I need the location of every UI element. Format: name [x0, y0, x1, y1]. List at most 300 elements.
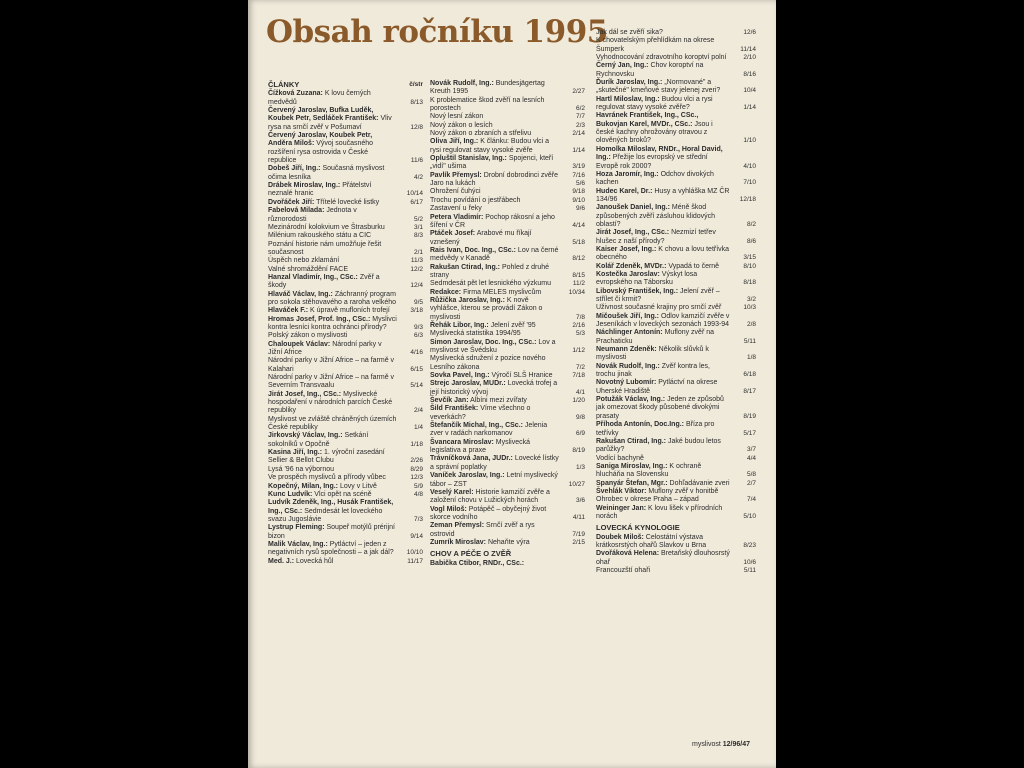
entry-author: Ludvík Zdeněk, Ing., Husák František, Ing., CSc.:	[268, 499, 394, 515]
entry-title: Výskyt losa evropského na Táborsku	[596, 270, 698, 287]
entry-title: Vyhodnocování zdravotního koroptví polní	[596, 54, 727, 62]
entry-title: Přežije los evropský ve střední Evropě rok 2000?	[596, 154, 708, 170]
entry-author: Petera Vladimír:	[430, 213, 484, 221]
toc-entry	[268, 132, 423, 165]
toc-entry	[430, 188, 585, 196]
entry-title: Lovecká hůl	[296, 557, 334, 565]
entry-title: Husy a vyhláška MZ ČR 134/96	[596, 187, 730, 203]
entry-author: Červený Jaroslav, Bufka Luděk, Koubek Petr, Sedláček František:	[268, 107, 379, 123]
entry-page: 7/8	[575, 313, 585, 321]
entry-title: Firma MELES myslivcům	[463, 288, 542, 296]
entry-page: 9/14	[410, 532, 423, 540]
entry-title: Trochu povídání o jestřábech	[430, 196, 521, 204]
entry-author: Potužák Václav, Ing.:	[596, 396, 666, 404]
entry-page: 6/15	[410, 365, 423, 373]
entry-title: Nový zákon o lesích	[430, 121, 493, 129]
toc-entry	[268, 266, 423, 274]
entry-page: 11/14	[740, 45, 756, 53]
entry-page: 8/6	[746, 237, 756, 245]
entry-title: Spojenci, kteří „vidí" ušima	[430, 155, 554, 171]
toc-entry	[430, 230, 585, 247]
entry-page: 6/2	[575, 105, 585, 113]
entry-author: Hanzal Vladimír, Ing., CSc.:	[268, 273, 358, 281]
toc-entry	[430, 330, 585, 338]
entry-title: Celostátní výstava krátkosrstých ohařů Slavkov u Brna	[596, 533, 707, 549]
entry-title: Lovecké lístky a správní poplatky	[430, 455, 559, 471]
entry-title: Víme všechno o veverkách?	[430, 405, 531, 421]
entry-title: „Normované" a „skutečné" kmeňové stavy jelenej zveri?	[596, 79, 721, 95]
entry-page: 8/2	[746, 220, 756, 228]
entry-title: Muflony zvěř na Prachaticku	[596, 329, 715, 345]
toc-entry	[596, 379, 756, 396]
entry-page: 9/5	[413, 298, 423, 306]
entry-author: Příhoda Antonín, Doc.Ing.:	[596, 421, 685, 429]
entry-page: 2/1	[413, 248, 423, 256]
issue-number: 12/96/47	[722, 741, 750, 748]
entry-title: K lovu lišek v přírodních norách	[596, 504, 723, 520]
toc-entry	[596, 329, 756, 346]
toc-entry	[430, 522, 585, 539]
entry-page: 6/3	[413, 332, 423, 340]
entry-author: Spanyár Štefan, Mgr.:	[596, 479, 668, 487]
entry-title: Méně škod způsobených zvěří zásluhou klidových oblastí?	[596, 204, 716, 228]
toc-entry	[268, 199, 423, 207]
entry-page: 9/8	[575, 413, 585, 421]
toc-entry	[596, 396, 756, 421]
entry-author: Malik Václav, Ing.:	[268, 540, 328, 548]
entry-title: K nově vyhlášce, kterou se provádí Zákon o myslivosti	[430, 296, 543, 321]
entry-author: Dvořáková Helena:	[596, 550, 660, 558]
entry-title: Výročí SLŠ Hranice	[491, 372, 553, 380]
toc-entry	[268, 274, 423, 291]
toc-entry	[268, 107, 423, 132]
page-title: Obsah ročníku 1995	[266, 14, 608, 50]
entry-page: 7/18	[572, 372, 585, 380]
entry-author: Kolář Zdeněk, MVDr.:	[596, 262, 667, 270]
entry-title: Myslivecká statistika 1994/95	[430, 330, 521, 338]
entry-title: Poznání historie nám umožňuje řešit současnost	[268, 240, 382, 256]
toc-entry	[268, 466, 423, 474]
entry-author: Weininger Jan:	[596, 504, 647, 512]
toc-entry	[268, 341, 423, 358]
toc-entry	[596, 346, 756, 363]
toc-entry	[268, 391, 423, 416]
entries-list	[596, 29, 756, 521]
entry-page: 12/3	[410, 474, 423, 482]
entry-page: 3/1	[413, 223, 423, 231]
entry-title: K chovu a lovu tetřívka obecného	[596, 245, 730, 262]
entry-page: 9/18	[572, 188, 585, 196]
toc-entry	[596, 534, 756, 551]
entry-author: Hromas Josef, Prof. Ing., CSc.:	[268, 315, 371, 323]
entry-title: Jeden ze způsobů jak omezovat škody působené divokými prasaty	[596, 396, 724, 420]
entry-title: Pytláctví – jeden z negativních rysů společnosti – a jak dál?	[268, 540, 394, 557]
entry-page: 4/2	[413, 173, 423, 181]
toc-entry	[430, 506, 585, 523]
toc-entry	[596, 112, 756, 145]
toc-entry	[430, 539, 585, 547]
entry-title: Nehaňte výra	[487, 538, 530, 546]
entry-title: Vlci opět na scéně	[314, 490, 372, 498]
entry-page: 5/18	[572, 238, 585, 246]
toc-entry	[268, 474, 423, 482]
toc-entry	[430, 130, 585, 138]
toc-entry	[430, 405, 585, 422]
entry-author: Trávníčková Jana, JUDr.:	[430, 455, 513, 463]
entry-title: Myslivecké hospodaření v národních parcích České republiky	[268, 390, 393, 415]
entry-author: Náchlinger Antonín:	[596, 329, 663, 337]
entry-page: 1/18	[410, 440, 423, 448]
toc-entry	[596, 79, 756, 96]
entry-title: K úpravě mufloních trofejí	[310, 307, 390, 315]
entry-title: K lovu černých medvědů	[268, 90, 371, 106]
toc-entry	[596, 204, 756, 229]
entry-title: Vypadá to černě	[668, 262, 720, 270]
toc-entry	[268, 207, 423, 224]
entry-page: 11/17	[407, 557, 423, 565]
toc-entry	[430, 280, 585, 288]
entry-author: Veselý Karel:	[430, 488, 474, 496]
entry-title: Národní parky v Jižní Africe	[268, 340, 382, 356]
entry-author: Růžička Jaroslav, Ing.:	[430, 296, 505, 304]
entry-author: Červený Jaroslav, Koubek Petr, Anděra Miloš:	[268, 132, 373, 148]
entry-title: Pohled z druhé strany	[430, 263, 550, 279]
toc-entry	[268, 432, 423, 449]
toc-entry	[430, 422, 585, 439]
toc-entry	[268, 90, 423, 107]
entry-page: 5/10	[743, 512, 756, 520]
magazine-name: myslivost	[692, 741, 721, 748]
entry-page: 1/10	[743, 137, 756, 145]
entry-title: Milénium rakouského státu a CIC	[268, 232, 372, 240]
column-2	[430, 80, 585, 568]
entry-page: 8/10	[743, 262, 756, 270]
entry-title: Sedmdesát pět let lesnického výzkumu	[430, 280, 552, 288]
toc-entry	[430, 80, 585, 97]
toc-entry	[268, 416, 423, 433]
entry-title: Bundesjägertag Kreuth 1995	[430, 80, 545, 96]
entry-author: Jirát Josef, Ing., CSc.:	[268, 390, 342, 398]
entry-author: Ševčík Jan:	[430, 397, 469, 405]
entry-title: Potápěč – obyčejný život skorce vodního	[430, 505, 547, 521]
entry-page: 8/13	[410, 98, 423, 106]
entry-title: Jaro na lukách	[430, 180, 476, 188]
entry-title: Bretaňský dlouhosrstý ohař	[596, 550, 730, 566]
magazine-page	[248, 0, 776, 768]
entry-author: Pavlík Přemysl:	[430, 171, 482, 179]
entry-page: 2/10	[743, 54, 756, 62]
entry-page: 2/15	[572, 538, 585, 546]
entry-page: 1/20	[572, 397, 585, 405]
entry-title: Uživnost současné krajiny pro srnčí zvěř	[596, 304, 722, 312]
entry-author: Dvořáček Jiří:	[268, 198, 315, 206]
entry-title: Jednota v různorodosti	[268, 207, 357, 223]
entry-title: Nový lesní zákon	[430, 113, 484, 121]
toc-entry	[268, 316, 423, 333]
entry-title: Jelení zvěř – střílet či krmit?	[596, 287, 720, 303]
toc-entry	[596, 288, 756, 305]
entry-page: 7/2	[575, 363, 585, 371]
entry-title: Francouzští ohaři	[596, 567, 651, 574]
entry-title: Sedmdesát let loveckého svazu Jugoslávie	[268, 507, 383, 523]
entry-title: Národní parky v Jižní Africe – na farmě v Kalahari	[268, 357, 395, 373]
entry-page: 2/26	[410, 457, 423, 465]
entry-title: Jak dál se zvěří sika?	[596, 29, 663, 36]
entry-author: Oliva Jiří, Ing.:	[430, 138, 479, 146]
column-1	[268, 78, 423, 566]
entry-page: 10/4	[743, 87, 756, 95]
entry-title: Odchov divokých kachen	[596, 170, 714, 187]
toc-entry	[268, 232, 423, 240]
entry-page: 9/10	[572, 196, 585, 204]
entry-author: Libovský František, Ing.:	[596, 287, 679, 295]
toc-entry	[596, 480, 756, 488]
entry-page: 2/7	[746, 479, 756, 487]
page-column-header: č/str	[409, 81, 423, 88]
entry-title: Historie kamzičí zvěře a založení chovu v Lužických horách	[430, 488, 550, 505]
entry-page: 11/2	[572, 280, 585, 288]
entry-author: Dobeš Jiří, Ing.:	[268, 165, 321, 173]
entry-page: 8/19	[743, 412, 756, 420]
section-heading-kynologie: LOVECKÁ KYNOLOGIE	[596, 523, 680, 533]
entry-author: Hartl Miloslav, Ing.:	[596, 95, 660, 103]
entry-title: Dohľadávanie zveri	[669, 479, 730, 487]
entry-page: 2/16	[572, 321, 585, 329]
entry-author: Simon Jaroslav, Doc. Ing., CSc.:	[430, 338, 537, 346]
toc-entry	[268, 374, 423, 391]
entry-title: Soupeř motýlů prérijní bizon	[268, 524, 395, 540]
entry-author: Lystrup Fleming:	[268, 524, 325, 532]
entry-title: Zvěř a škody	[268, 273, 380, 290]
entry-title: K problematice škod zvěří na lesních porostech	[430, 96, 545, 113]
toc-entry	[430, 155, 585, 172]
section-heading-chov: CHOV A PÉČE O ZVĚŘ	[430, 549, 512, 559]
entry-author: Novotný Lubomír:	[596, 379, 657, 387]
entry-page: 8/18	[743, 279, 756, 287]
entry-title: Mezinárodní kolokvium ve Štrasburku	[268, 223, 385, 231]
entry-author: Hudec Karel, Dr.:	[596, 187, 653, 195]
toc-entry	[596, 438, 756, 455]
entry-page: 1/4	[413, 424, 423, 432]
toc-entry	[430, 289, 585, 297]
entry-author: Kasina Jiří, Ing.:	[268, 449, 323, 457]
entry-author: Švehlák Viktor:	[596, 487, 647, 495]
entry-author: Kopečný, Milan, Ing.:	[268, 482, 339, 490]
toc-entry	[596, 455, 756, 463]
entry-title: Myslivci kontra lesníci kontra ochránci přírody?	[268, 315, 397, 331]
toc-entry	[268, 182, 423, 199]
entry-page: 11/3	[410, 257, 423, 265]
entry-author: Rakušan Ctirad, Ing.:	[596, 437, 667, 445]
toc-entry	[268, 241, 423, 258]
entry-page: 12/18	[739, 195, 756, 203]
entry-title: Lovecká trofej a její historický vývoj	[430, 380, 558, 396]
entry-page: 4/16	[410, 349, 423, 356]
entry-page: 3/7	[746, 446, 756, 454]
toc-entry	[268, 541, 423, 558]
entry-page: 12/2	[410, 265, 423, 273]
entry-title: Vliv rysa na srnčí zvěř v Pošumaví	[268, 115, 392, 131]
toc-entry	[596, 463, 756, 480]
entry-title: Lov na černé medvědy v Kanadě	[430, 246, 559, 263]
entry-author: Ptáček Josef:	[430, 230, 476, 238]
entry-page: 10/27	[568, 480, 585, 488]
toc-entry	[430, 489, 585, 506]
entry-page: 4/8	[413, 490, 423, 498]
toc-entry	[430, 97, 585, 114]
entry-title: Pytláctví na okrese Uherské Hradiště	[596, 379, 718, 395]
entry-page: 7/10	[743, 179, 756, 187]
entry-title: Polský zákon o myslivosti	[268, 332, 348, 340]
entry-author: Jirkovský Václav, Ing.:	[268, 432, 343, 440]
toc-entry	[268, 224, 423, 232]
entry-title: Myslivost ve zvláště chráněných územích České republiky	[268, 415, 397, 432]
entry-title: Současná myslivost očima lesníka	[268, 165, 385, 181]
entry-author: Jirát Josef, Ing., CSc.:	[596, 229, 670, 237]
toc-entry	[430, 264, 585, 281]
toc-entry	[268, 332, 423, 340]
entry-page: 3/6	[575, 497, 585, 505]
entry-title: Jsou i české kachny ohrožovány otravou z olověných broků?	[596, 120, 713, 145]
entry-page: 5/3	[575, 330, 585, 338]
entry-page: 5/17	[743, 429, 756, 437]
entry-title: Myslivecká sdružení z pozice nového Lesního zákona	[430, 355, 546, 371]
entry-title: Jelení zvěř '95	[490, 321, 536, 329]
toc-entry	[430, 322, 585, 330]
toc-entry	[596, 271, 756, 288]
entry-page: 7/19	[572, 530, 585, 538]
entry-author: Janoušek Daniel, Ing.:	[596, 204, 670, 212]
entry-author: Kunc Ludvík:	[268, 490, 313, 498]
toc-entry	[268, 524, 423, 541]
entry-author: Doubek Miloš:	[596, 533, 644, 541]
section-heading-clanky	[268, 81, 423, 89]
entry-page: 1/14	[743, 104, 756, 112]
entry-title: Pochop rákosní a jeho šíření v ČR	[430, 213, 555, 229]
entry-author: Švancara Miroslav:	[430, 438, 494, 446]
entry-page: 6/9	[575, 430, 585, 438]
toc-entry	[596, 363, 756, 380]
toc-entry	[430, 113, 585, 121]
entry-page: 7/16	[572, 171, 585, 179]
entry-title: Několik slůvků k myslivosti	[596, 346, 709, 362]
toc-entry	[596, 421, 756, 438]
entry-title: Nový zákon o zbraních a střelivu	[430, 130, 532, 138]
entry-page: 5/14	[410, 382, 423, 390]
entry-title: Jelenia zver v radách narkomanov	[430, 422, 548, 438]
section-title: ČLÁNKY	[268, 80, 300, 89]
entry-title: Letní myslivecký tábor – ZST	[430, 472, 558, 488]
entry-page: 8/16	[743, 70, 756, 78]
entry-author: Hoza Jaromír, Ing.:	[596, 170, 659, 178]
entry-title: Národní parky v Jižní Africe – na farmě v Severním Transvaalu	[268, 374, 395, 390]
entry-author: Hlaváč Václav, Ing.:	[268, 290, 333, 298]
entry-title: Ve prospěch myslivců a přírody vůbec	[268, 474, 386, 482]
entry-title: Vodící bachyně	[596, 454, 644, 462]
toc-entry	[430, 172, 585, 180]
toc-entry	[596, 505, 756, 522]
entry-author: Rais Ivan, Doc. Ing., CSc.:	[430, 246, 516, 254]
toc-entry	[596, 246, 756, 263]
entry-author: Novák Rudolf, Ing.:	[596, 362, 660, 370]
toc-entry	[268, 483, 423, 491]
entry-page: 12/8	[410, 123, 423, 131]
entry-page: 5/8	[746, 471, 756, 479]
toc-entry	[430, 138, 585, 155]
entry-author: Zeman Přemysl:	[430, 522, 485, 530]
entry-author: Fabelová Milada:	[268, 207, 325, 215]
entry-page: 7/7	[575, 113, 585, 121]
toc-entry	[430, 180, 585, 188]
entry-page: 2/8	[746, 321, 756, 329]
entry-page: 1/3	[575, 463, 585, 471]
entry-author: Kostečka Jaroslav:	[596, 270, 660, 278]
entry-author: Štefančík Michal, Ing., CSc.:	[430, 422, 523, 430]
toc-entry	[430, 355, 585, 372]
toc-entry	[430, 247, 585, 264]
entry-title: Drobní dobrodinci zvěře	[483, 171, 559, 179]
entry-page: 10/3	[743, 304, 756, 312]
entry-page: 3/19	[572, 163, 585, 171]
entry-page: 7/3	[413, 515, 423, 523]
entry-title: Vývoj současného rozšíření rysa ostrovida v České republice	[268, 140, 374, 165]
toc-entry	[268, 307, 423, 315]
toc-entry	[596, 304, 756, 312]
entry-page: 8/17	[743, 387, 756, 395]
entry-author: Havránek František, Ing., CSc., Bukovjan Karel, MVDr., CSc.:	[596, 112, 699, 128]
entry-title: K článku: Budou vlci a rysi regulovat stavy vysoké zvěře	[430, 138, 550, 154]
column-3	[596, 29, 756, 575]
entry-author: Opluštil Stanislav, Ing.:	[430, 155, 507, 163]
entry-title: Myslivecká legislativa a praxe	[430, 438, 530, 455]
toc-entry	[596, 263, 756, 271]
toc-entry	[268, 165, 423, 182]
entry-page: 9/6	[575, 205, 585, 213]
entry-page: 4/4	[746, 454, 756, 462]
entry-page: 6/17	[410, 198, 423, 206]
toc-entry	[430, 380, 585, 397]
entry-title: Odlov kamzičí zvěře v Jeseníkách v loveckých sezonách 1993-94	[596, 312, 730, 329]
entry-title: Přátelství neznalé hranic	[268, 182, 372, 198]
entry-title: 1. výroční zasedání Sellier & Bellot Clubu	[268, 449, 385, 465]
toc-entry	[596, 313, 756, 330]
entry-page: 3/18	[410, 307, 423, 315]
entries-list	[596, 534, 756, 576]
toc-entry	[268, 449, 423, 466]
toc-entry	[596, 229, 756, 246]
entry-page: 7/4	[746, 496, 756, 504]
entry-page: 5/9	[413, 482, 423, 490]
entry-page: 4/14	[572, 221, 585, 229]
toc-entry	[430, 472, 585, 489]
toc-entry	[596, 550, 756, 567]
entry-title: Zastavení u řeky	[430, 205, 482, 213]
toc-entry	[430, 455, 585, 472]
entry-page: 8/12	[572, 255, 585, 263]
toc-entry	[268, 291, 423, 308]
entry-title: Ohrožení čuhýci	[430, 188, 481, 196]
entry-page: 10/10	[406, 549, 423, 557]
entry-title: Úspěch nebo zklamání	[268, 257, 340, 265]
entry-page: 2/3	[575, 121, 585, 129]
entry-title: Lov a myslivost ve Švédsku	[430, 338, 556, 354]
entry-page: 4/11	[572, 513, 585, 521]
entry-page: 3/2	[746, 296, 756, 303]
entry-author: Mičoušek Jiří, Ing.:	[596, 312, 660, 320]
toc-entry	[430, 339, 585, 356]
toc-entry	[268, 491, 423, 499]
entry-page: 9/3	[413, 323, 423, 331]
